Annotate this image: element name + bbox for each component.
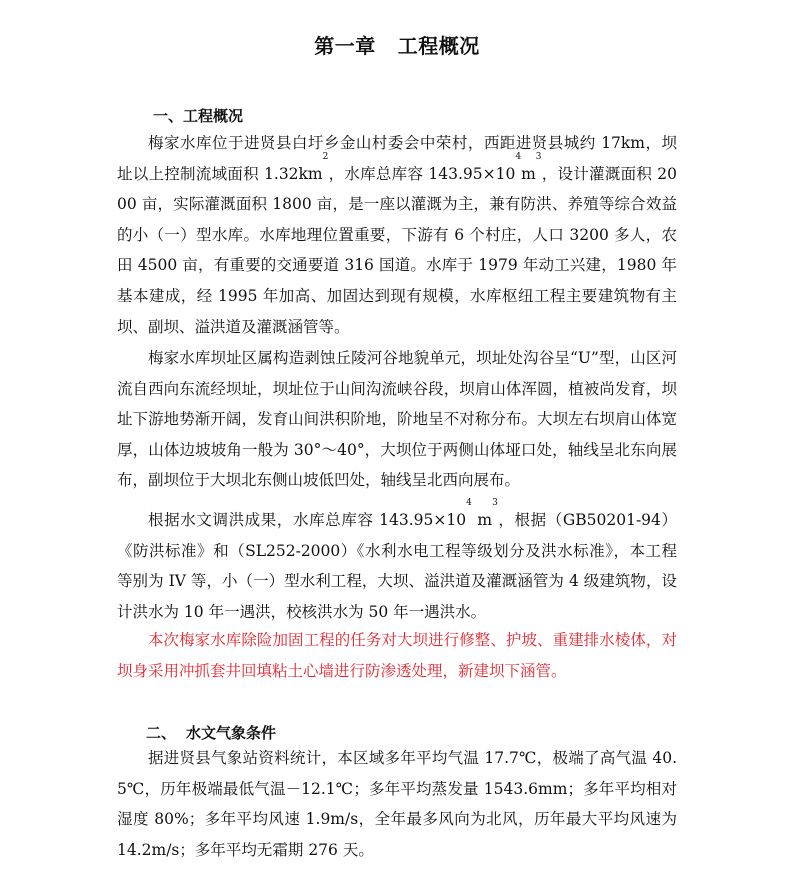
chapter-name: 工程概况 (397, 34, 480, 58)
chapter-number: 第一章 (314, 34, 376, 58)
section-heading-hydrology (146, 723, 276, 743)
paragraph-climate-statistics: 据进贤县气象站资料统计，本区域多年平均气温 17.7℃，极端了高气温 40.5℃，历年极端最低气温－12.1℃；多年平均蒸发量 1543.6mm；多年平均相对湿度 80%；多年平均风速 1.9m/s，全年最多风向为北风，历年最大平均风速为 14.2m/s；多年平均无霜期 276 天。 (117, 749, 677, 859)
paragraph-reservoir-location: 梅家水库位于进贤县白圩乡金山村委会中荣村，西距进贤县城约 17km，坝址以上控制流域面积 $1.32km^2$，水库总库容 $143.95\times 10^4m^3$，设计灌溉面积 2000 亩，实际灌溉面积 1800 亩，是一座以灌溉为主，兼有防洪、养殖等综合效益的小（一）型水库。水库地理位置重要，下游有 6 个村庄，人口 3200 多人，农田 4500 亩，有重要的交通要道 316 国道。水库于 1979 年动工兴建，1980 年基本建成，经 1995 年加高、加固达到现有规模，水库枢纽工程主要建筑物有主坝、副坝、溢洪道及灌溉涵管等。 (117, 134, 678, 336)
section-heading-text: 水文气象条件 (186, 724, 277, 742)
section-heading-project-overview: 一、工程概况 (153, 107, 244, 125)
paragraph-dam-geology: 梅家水库坝址区属构造剥蚀丘陵河谷地貌单元，坝址处沟谷呈“U”型，山区河流自西向东流经坝址，坝址位于山间沟流峡谷段，坝肩山体浑圆，植被尚发育，坝址下游地势渐开阔，发育山间洪积阶地，阶地呈不对称分布。大坝左右坝肩山体宽厚，山体边坡坡角一般为 30°～40°，大坝位于两侧山体垭口处，轴线呈北东向展布，副坝位于大坝北东侧山坡低凹处，轴线呈北西向展布。 (117, 349, 677, 490)
paragraph-reinforcement-task-highlight: 本次梅家水库除险加固工程的任务对大坝进行修整、护坡、重建排水棱体，对坝身采用冲抓套井回填粘土心墙进行防渗透处理，新建坝下涵管。 (117, 631, 677, 680)
section-heading-number: 二、 (146, 724, 177, 742)
chapter-title (0, 32, 794, 60)
paragraph-flood-standard: 根据水文调洪成果，水库总库容 $143.95\times 10^4$ $m^3$，根据（GB50201-94）《防洪标准》和（SL252-2000）《水利水电工程等级划分及洪水标准》，本工程等别为 IV 等，小（一）型水利工程，大坝、溢洪道及灌溉涵管为 4 级建筑物，设计洪水为 10 年一遇洪，校核洪水为 50 年一遇洪水。 (117, 498, 678, 621)
